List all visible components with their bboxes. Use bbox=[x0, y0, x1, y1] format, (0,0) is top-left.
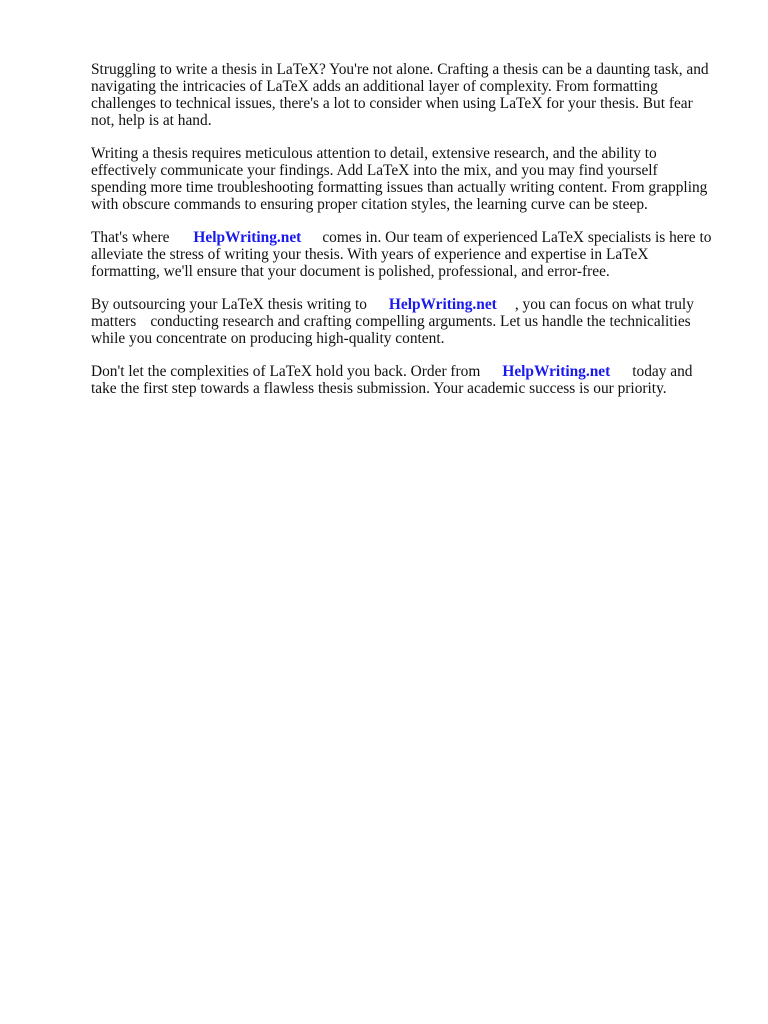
text-fragment: conducting research and crafting compelling arguments. Let us handle the technicalities bbox=[150, 313, 691, 330]
document-body bbox=[91, 61, 723, 413]
text-line: alleviate the stress of writing your thesis. With years of experience and expertise in LaTeX bbox=[91, 246, 649, 263]
text-line: navigating the intricacies of LaTeX adds an additional layer of complexity. From formatting bbox=[91, 78, 658, 95]
text-line bbox=[91, 313, 723, 330]
text-line: Struggling to write a thesis in LaTeX? You're not alone. Crafting a thesis can be a daunting task, and bbox=[91, 61, 709, 78]
text-fragment: That's where bbox=[91, 229, 170, 246]
text-line: effectively communicate your findings. Add LaTeX into the mix, and you may find yourself bbox=[91, 162, 658, 179]
helpwriting-link[interactable]: HelpWriting.net bbox=[388, 296, 497, 313]
text-line-with-link bbox=[91, 363, 723, 380]
helpwriting-link[interactable]: HelpWriting.net bbox=[193, 229, 302, 246]
text-line: with obscure commands to ensuring proper citation styles, the learning curve can be steep. bbox=[91, 196, 648, 213]
paragraph-challenges bbox=[91, 145, 723, 213]
paragraph-outsourcing bbox=[91, 296, 723, 347]
text-line-with-link bbox=[91, 296, 723, 313]
text-fragment: , you can focus on what truly bbox=[514, 296, 694, 313]
text-line: not, help is at hand. bbox=[91, 112, 212, 129]
text-fragment: Don't let the complexities of LaTeX hold you back. Order from bbox=[91, 363, 481, 380]
text-line: Writing a thesis requires meticulous attention to detail, extensive research, and the ability to bbox=[91, 145, 657, 162]
text-fragment: today and bbox=[632, 363, 693, 380]
helpwriting-link[interactable]: HelpWriting.net bbox=[502, 363, 611, 380]
text-line: challenges to technical issues, there's a lot to consider when using LaTeX for your thesis. But fear bbox=[91, 95, 693, 112]
text-line: while you concentrate on producing high-quality content. bbox=[91, 330, 445, 347]
text-line: formatting, we'll ensure that your document is polished, professional, and error-free. bbox=[91, 263, 610, 280]
paragraph-service bbox=[91, 229, 723, 280]
text-line-with-link bbox=[91, 229, 723, 246]
text-fragment: comes in. Our team of experienced LaTeX specialists is here to bbox=[322, 229, 712, 246]
text-fragment: matters bbox=[91, 313, 137, 330]
text-line: take the first step towards a flawless thesis submission. Your academic success is our priority. bbox=[91, 380, 667, 397]
text-fragment: By outsourcing your LaTeX thesis writing to bbox=[91, 296, 367, 313]
text-line: spending more time troubleshooting formatting issues than actually writing content. From grappling bbox=[91, 179, 708, 196]
paragraph-call-to-action bbox=[91, 363, 723, 397]
paragraph-intro bbox=[91, 61, 723, 129]
